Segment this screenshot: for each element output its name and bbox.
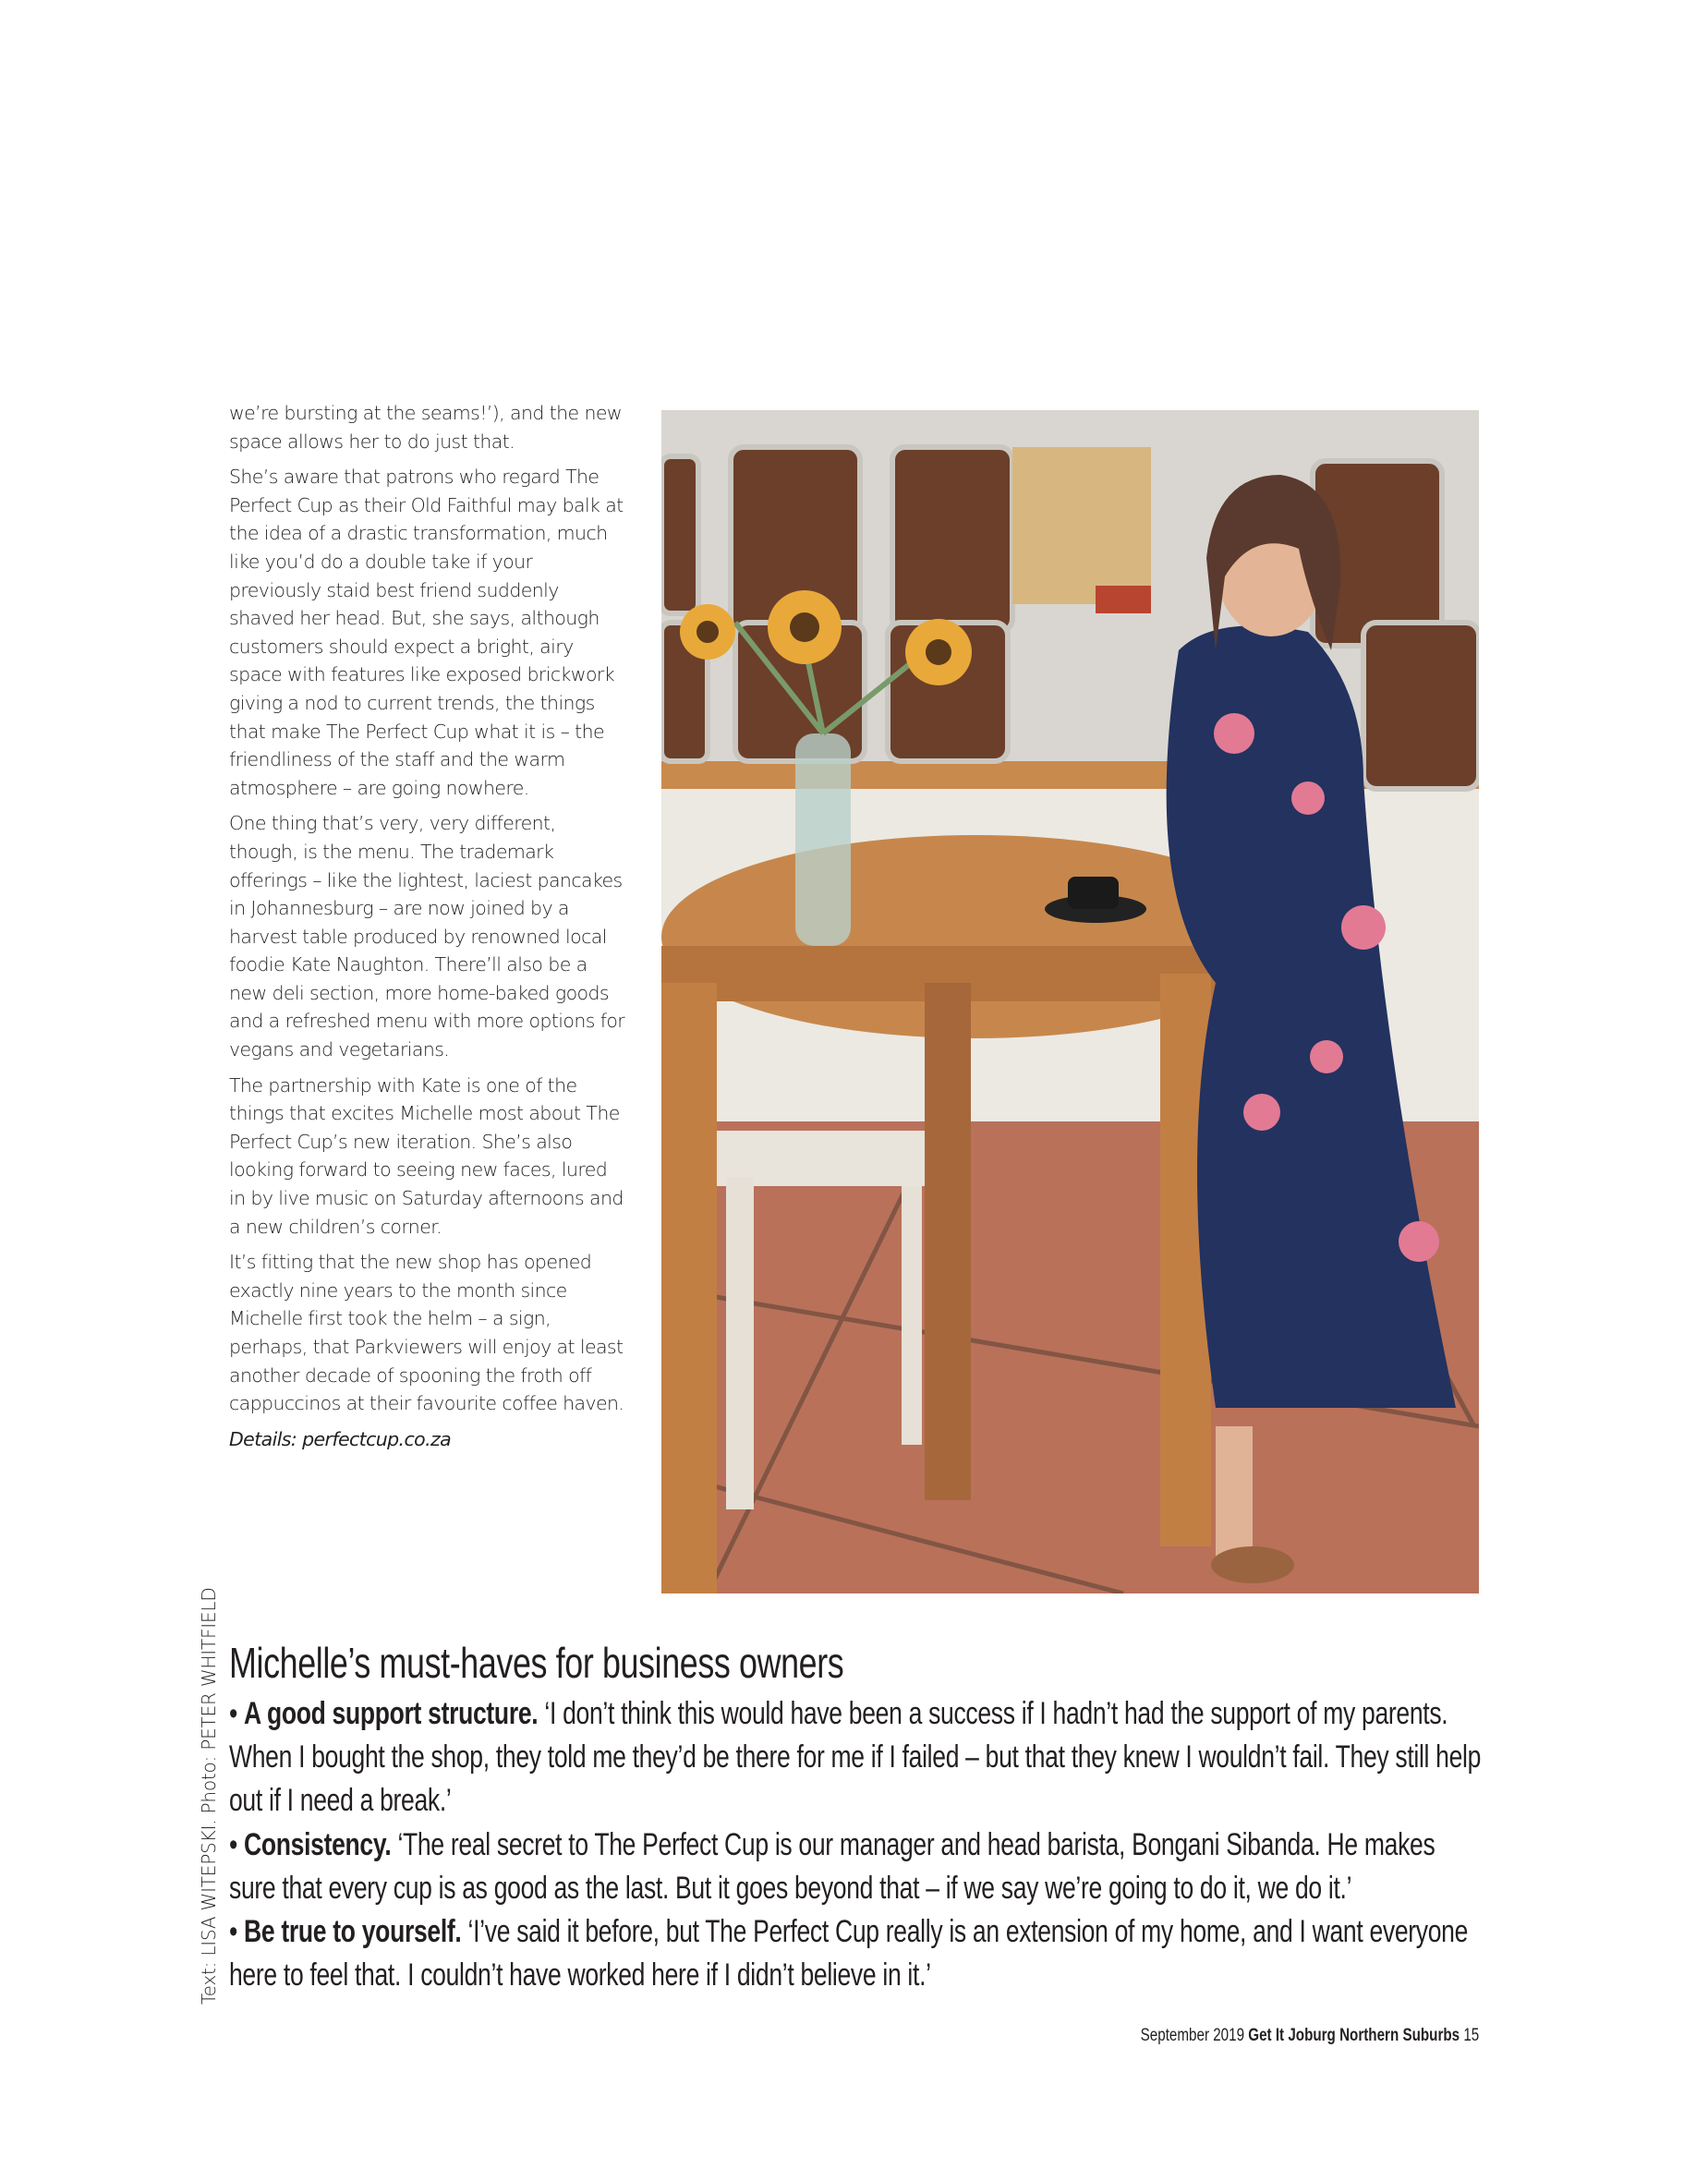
musthave-title: Consistency. <box>244 1826 392 1862</box>
musthaves-list <box>229 1692 1486 1997</box>
article-paragraph: The partnership with Kate is one of the things that excites Michelle most about The Perfect Cup’s new iteration. She’s also looking forward to seeing new faces, lured in by live music on Saturday afternoons and a new children’s corner. <box>229 1073 624 1238</box>
footer-publication: Get It Joburg Northern Suburbs <box>1248 2026 1460 2045</box>
musthave-item: • A good support structure. ‘I don’t think this would have been a success if I hadn’t had the support of my parents. When I bought the shop, they told me they’d be there for me if I failed – but that they knew I wouldn’t fail. They still help out if I need a break.’ <box>229 1696 1482 1819</box>
article-paragraph: One thing that’s very, very different, though, is the menu. The trademark offerings – like the lightest, laciest pancakes in Johannesburg – are now joined by a harvest table produced by renowned local foodie Kate Naughton. There’ll also be a new deli section, more home-baked goods and a refreshed menu with more options for vegans and vegetarians. <box>229 812 625 1061</box>
photo-illustration <box>661 410 1479 1593</box>
musthave-item: • Consistency. ‘The real secret to The Perfect Cup is our manager and head barista, Bongani Sibanda. He makes sure that every cup is as good as the last. But it goes beyond that – if we say we’re going to do it, we do it.’ <box>229 1826 1435 1906</box>
musthaves-heading: Michelle’s must-haves for business owners <box>229 1639 844 1687</box>
musthave-text: ‘I’ve said it before, but The Perfect Cup really is an extension of my home, and I want everyone here to feel that. I couldn’t have worked here if I didn’t believe in it.’ <box>229 1914 1469 1993</box>
article-paragraph: we’re bursting at the seams!’), and the new space allows her to do just that. <box>229 402 623 453</box>
page-footer <box>1140 2026 1479 2046</box>
musthaves-section <box>229 1637 1485 1689</box>
article-paragraph: She’s aware that patrons who regard The Perfect Cup as their Old Faithful may balk at the idea of a drastic transformation, much like you’d do a double take if your previously staid best friend suddenly shaved her head. But, she says, although customers should expect a bright, airy space with features like exposed brickwork giving a nod to current trends, the things that make The Perfect Cup what it is – the friendliness of the staff and the warm atmosphere – are going nowhere. <box>229 466 624 799</box>
musthave-title: A good support structure. <box>244 1696 539 1731</box>
details-link[interactable]: Details: perfectcup.co.za <box>229 1427 452 1450</box>
musthave-text: ‘The real secret to The Perfect Cup is our manager and head barista, Bongani Sibanda. He makes sure that every cup is as good as the last. But it goes beyond that – if we say we’re going to do it, we do it.’ <box>229 1826 1435 1906</box>
musthave-item: • Be true to yourself. ‘I’ve said it before, but The Perfect Cup really is an extension of my home, and I want everyone here to feel that. I couldn’t have worked here if I didn’t believe in it.’ <box>229 1914 1469 1993</box>
photo-credit: Text: LISA WITEPSKI. Photo: PETER WHITFIELD <box>198 1587 220 2005</box>
article-paragraph: It’s fitting that the new shop has opened exactly nine years to the month since Michelle first took the helm – a sign, perhaps, that Parkviewers will enjoy at least another decade of spooning the froth off cappuccinos at their favourite coffee haven. <box>229 1251 624 1415</box>
article-body-column <box>229 399 626 1460</box>
page-number: 15 <box>1459 2026 1479 2045</box>
article-photo <box>661 410 1479 1593</box>
musthave-title: Be true to yourself. <box>244 1914 462 1950</box>
musthave-text: ‘I don’t think this would have been a success if I hadn’t had the support of my parents. When I bought the shop, they told me they’d be there for me if I failed – but that they knew I wouldn’t fail. They still help out if I need a break.’ <box>229 1696 1482 1819</box>
footer-date: September 2019 <box>1140 2026 1249 2045</box>
